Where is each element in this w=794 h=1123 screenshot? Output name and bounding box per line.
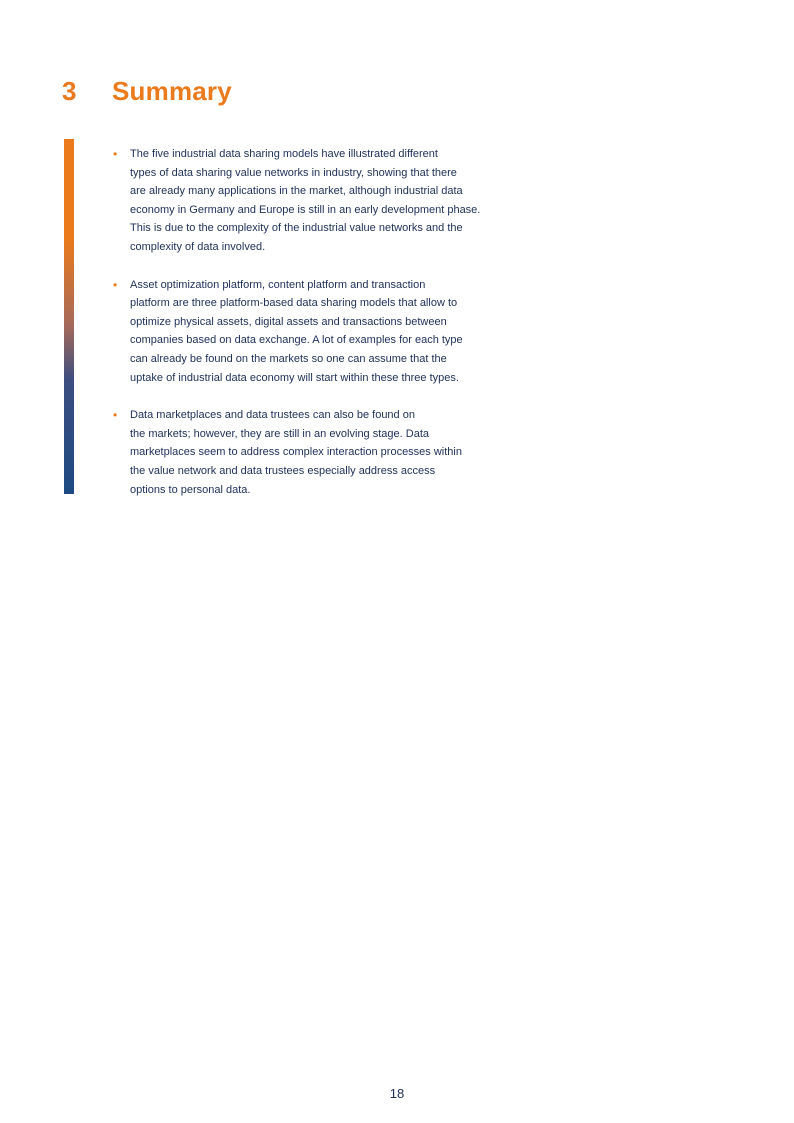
bullet-icon: • (113, 147, 118, 161)
bullet-line: Data marketplaces and data trustees can also be found on (130, 409, 415, 422)
bullet-line: can already be found on the markets so one can assume that the (130, 352, 447, 365)
bullet-line: the markets; however, they are still in an evolving stage. Data (130, 427, 429, 440)
bullet-line: optimize physical assets, digital assets and transactions between (130, 315, 447, 328)
bullet-line: are already many applications in the market, although industrial data (130, 185, 463, 198)
section-number: 3 (62, 75, 77, 106)
bullet-line: options to personal data. (130, 483, 251, 496)
summary-bullet (113, 276, 513, 388)
summary-bullet (113, 145, 513, 257)
bullet-line: complexity of data involved. (130, 240, 266, 253)
summary-bullet (113, 406, 513, 499)
bullet-line: economy in Germany and Europe is still in an early development phase. (130, 203, 481, 216)
section-title: Summary (112, 75, 232, 106)
summary-list (113, 145, 513, 518)
bullet-line: Asset optimization platform, content platform and transaction (130, 278, 426, 291)
section-heading (62, 73, 232, 109)
bullet-line: companies based on data exchange. A lot of examples for each type (130, 334, 463, 347)
bullet-line: the value network and data trustees especially address access (130, 464, 436, 477)
bullet-icon: • (113, 408, 118, 423)
bullet-line: types of data sharing value networks in industry, showing that there (130, 166, 457, 179)
bullet-line: The five industrial data sharing models have illustrated different (130, 148, 438, 160)
bullet-line: uptake of industrial data economy will start within these three types. (130, 371, 459, 384)
bullet-line: This is due to the complexity of the industrial value networks and the (130, 222, 463, 235)
accent-bar (64, 139, 74, 494)
bullet-line: marketplaces seem to address complex interaction processes within (130, 446, 462, 459)
page-number: 18 (389, 1086, 405, 1101)
bullet-icon: • (113, 277, 118, 292)
bullet-line: platform are three platform-based data sharing models that allow to (130, 297, 458, 310)
